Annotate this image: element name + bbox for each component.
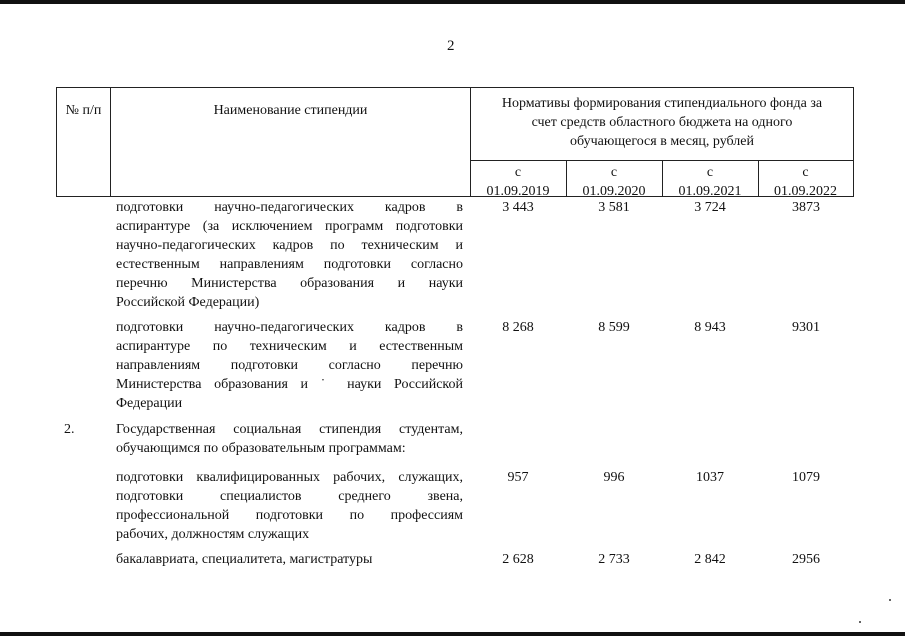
value-2020: 2 733 (598, 552, 630, 567)
header-name: Наименование стипендии (213, 103, 368, 118)
row-description: подготовки квалифицированных рабочих, служащих, подготовки специалистов среднего звена, профессиональной подготовки по профессиям рабочих, должностям служащих (116, 470, 463, 542)
header-top-line (56, 87, 854, 88)
value-2021: 3 724 (694, 200, 726, 215)
bottom-border (0, 632, 905, 636)
value-2022: 9301 (792, 320, 820, 335)
header-norms (471, 94, 853, 151)
header-right-line (853, 87, 854, 197)
header-period-2019 (470, 163, 566, 201)
header-period-2022 (758, 163, 853, 201)
value-2022: 1079 (792, 470, 820, 485)
period-prefix: с (610, 165, 618, 180)
value-2022: 3873 (792, 200, 820, 215)
page-number: 2 (447, 38, 455, 54)
value-2019: 957 (507, 470, 529, 485)
value-2020: 996 (603, 470, 625, 485)
period-prefix: с (802, 165, 809, 180)
top-border (0, 0, 905, 4)
header-norms-line-2: счет средств областного бюджета на одного (531, 115, 793, 130)
period-date: 01.09.2020 (582, 184, 646, 199)
value-2020: 3 581 (598, 200, 630, 215)
header-norms-line-1: Нормативы формирования стипендиального фонда за (501, 96, 823, 111)
value-2021: 2 842 (694, 552, 726, 567)
period-prefix: с (514, 165, 522, 180)
header-period-2020 (566, 163, 662, 201)
row-description: подготовки научно-педагогических кадров в аспирантуре (за исключением программ подготовки научно-педагогических кадров по техническим и естественным направлениям подготовки согласно перечню Министерства образования и науки Российской Федерации) (116, 200, 463, 310)
value-2021: 8 943 (694, 320, 726, 335)
scan-speck (889, 599, 891, 601)
row-number: 2. (64, 422, 75, 437)
value-2021: 1037 (696, 470, 724, 485)
header-period-2021 (662, 163, 758, 201)
scan-speck (859, 621, 861, 623)
period-date: 01.09.2021 (678, 184, 742, 199)
value-2020: 8 599 (598, 320, 630, 335)
value-2019: 3 443 (502, 200, 534, 215)
header-num: № п/п (65, 103, 102, 118)
row-description: Государственная социальная стипендия студентам, обучающимся по образовательным программам: (116, 422, 463, 456)
row-description: подготовки научно-педагогических кадров в аспирантуре по техническим и естественным направлениям подготовки согласно перечню Министерства образования и ˙ науки Российской Федерации (116, 320, 463, 411)
row-description: бакалавриата, специалитета, магистратуры (116, 552, 373, 567)
period-prefix: с (706, 165, 714, 180)
value-2022: 2956 (792, 552, 820, 567)
period-date: 01.09.2019 (486, 184, 550, 199)
period-date: 01.09.2022 (774, 184, 837, 199)
value-2019: 2 628 (502, 552, 534, 567)
header-norms-line-3: обучающегося в месяц, рублей (570, 134, 754, 149)
value-2019: 8 268 (502, 320, 534, 335)
